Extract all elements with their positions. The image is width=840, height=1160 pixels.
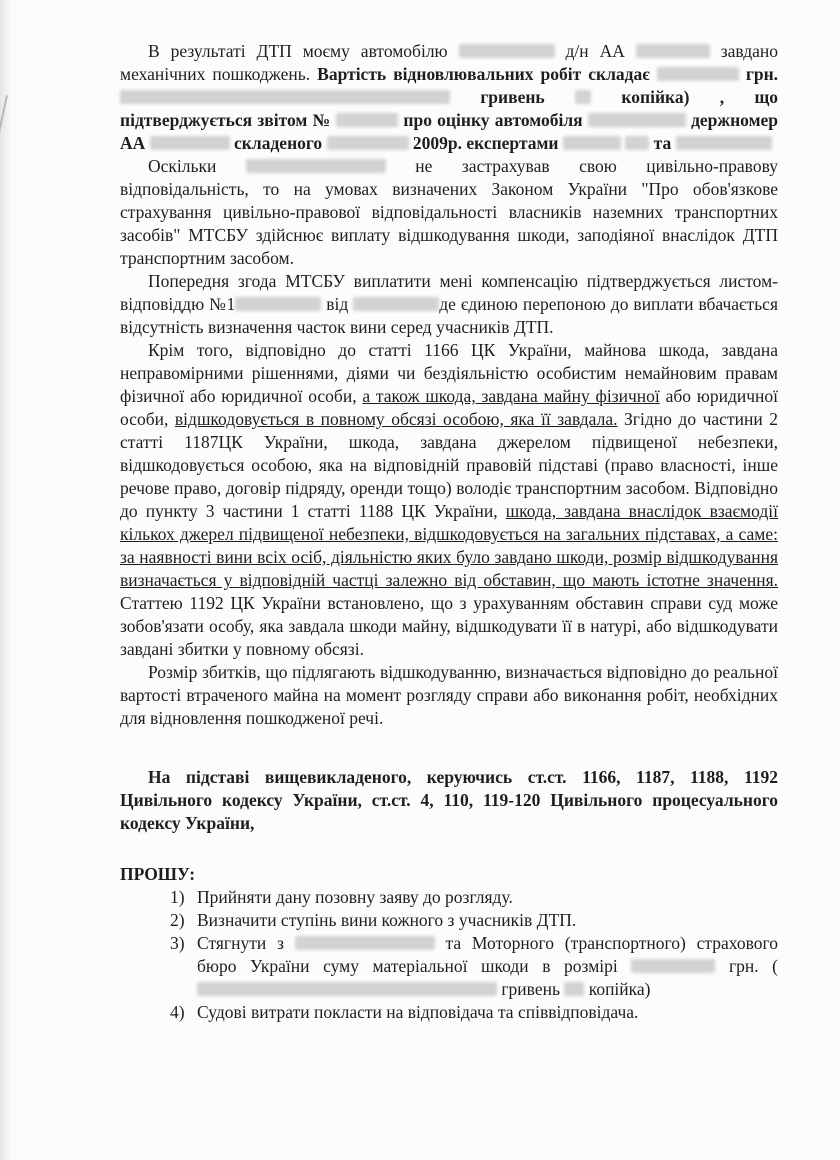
redacted-text	[636, 44, 710, 58]
redacted-text	[235, 297, 321, 311]
redacted-text	[120, 90, 450, 104]
request-list	[120, 886, 778, 1024]
paragraph-consent: Попередня згода МТСБУ виплатити мені компенсацію підтверджується листом-відповіддю №1 від де єдиною перепоною до виплати вбачається відсутність визначення часток вини серед учасників ДТП.	[120, 271, 779, 337]
document-body	[120, 40, 778, 1024]
redacted-text	[563, 136, 621, 150]
paragraph-basis: На підставі вищевикладеного, керуючись ст.ст. 1166, 1187, 1188, 1192 Цивільного кодексу України, ст.ст. 4, 110, 119-120 Цивільного процесуального кодексу України,	[120, 767, 778, 833]
redacted-text	[657, 67, 739, 81]
request-item: 3) Стягнути з та Моторного (транспортного) страхового бюро України суму матеріальної шкоди в розмірі грн. ( гривень копійка)	[170, 933, 779, 999]
paragraph-damages-size: Розмір збитків, що підлягають відшкодуванню, визначається відповідно до реальної вартості втраченого майна на момент розгляду справи або виконання робіт, необхідних для відновлення пошкодженої речі.	[120, 662, 778, 728]
request-item: 4) Судові витрати покласти на відповідача та співвідповідача.	[170, 1002, 639, 1022]
redacted-text	[459, 44, 555, 58]
paragraph-damage: В результаті ДТП моєму автомобілю д/н АА завдано механічних пошкоджень. Вартість відновлювальних робіт складає грн. гривень копійка) , що підтверджується звітом № про оцінку автомобіля держномер АА складеного 2009р. експертами та	[120, 41, 779, 153]
redacted-text	[631, 959, 715, 973]
paragraph-legal-basis: Крім того, відповідно до статті 1166 ЦК України, майнова шкода, завдана неправомірними рішеннями, діями чи бездіяльністю особистим немайновим правам фізичної або юридичної особи, а також шкода, завдана майну фізичної або юридичної особи, відшкодовується в повному обсязі особою, яка її завдала. Згідно до частини 2 статті 1187ЦК України, шкода, завдана джерелом підвищеної небезпеки, відшкодовується особою, яка на відповідній правовій підставі (право власності, інше речове право, договір підряду, оренди тощо) володіє транспортним засобом. Відповідно до пункту 3 частини 1 статті 1188 ЦК України, шкода, завдана внаслідок взаємодії кількох джерел підвищеної небезпеки, відшкодовується на загальних підставах, а саме: за наявності вини всіх осіб, діяльністю яких було завдано шкоди, розмір відшкодування визначається у відповідній частці залежно від обставин, що мають істотне значення. Статтею 1192 ЦК України встановлено, що з урахуванням обставин справи суд може зобов'язати особу, яка завдала шкоди майну, відшкодувати її в натурі, або відшкодувати завдані збитки у повному обсязі.	[120, 340, 779, 659]
redacted-text	[150, 136, 230, 150]
redacted-text	[246, 159, 386, 173]
redacted-text	[625, 136, 649, 150]
scan-shadow	[0, 0, 12, 1160]
redacted-text	[353, 297, 439, 311]
paragraph-insurance: Оскільки не застрахував свою цивільно-правову відповідальність, то на умовах визначених Законом України "Про обов'язкове страхування цивільно-правової відповідальності власників наземних транспортних засобів" МТСБУ здійснює виплату відшкодування шкоди, заподіяної внаслідок ДТП транспортним засобом.	[120, 156, 778, 268]
redacted-text	[588, 113, 686, 127]
redacted-text	[564, 982, 584, 996]
request-heading: ПРОШУ:	[120, 864, 196, 884]
request-item: 1) Прийняти дану позовну заяву до розгляду.	[170, 887, 513, 907]
redacted-text	[575, 90, 591, 104]
redacted-text	[197, 982, 497, 996]
redacted-text	[336, 113, 398, 127]
redacted-text	[327, 136, 409, 150]
request-item: 2) Визначити ступінь вини кожного з учасників ДТП.	[170, 910, 577, 930]
redacted-text	[676, 136, 772, 150]
redacted-text	[295, 936, 435, 950]
